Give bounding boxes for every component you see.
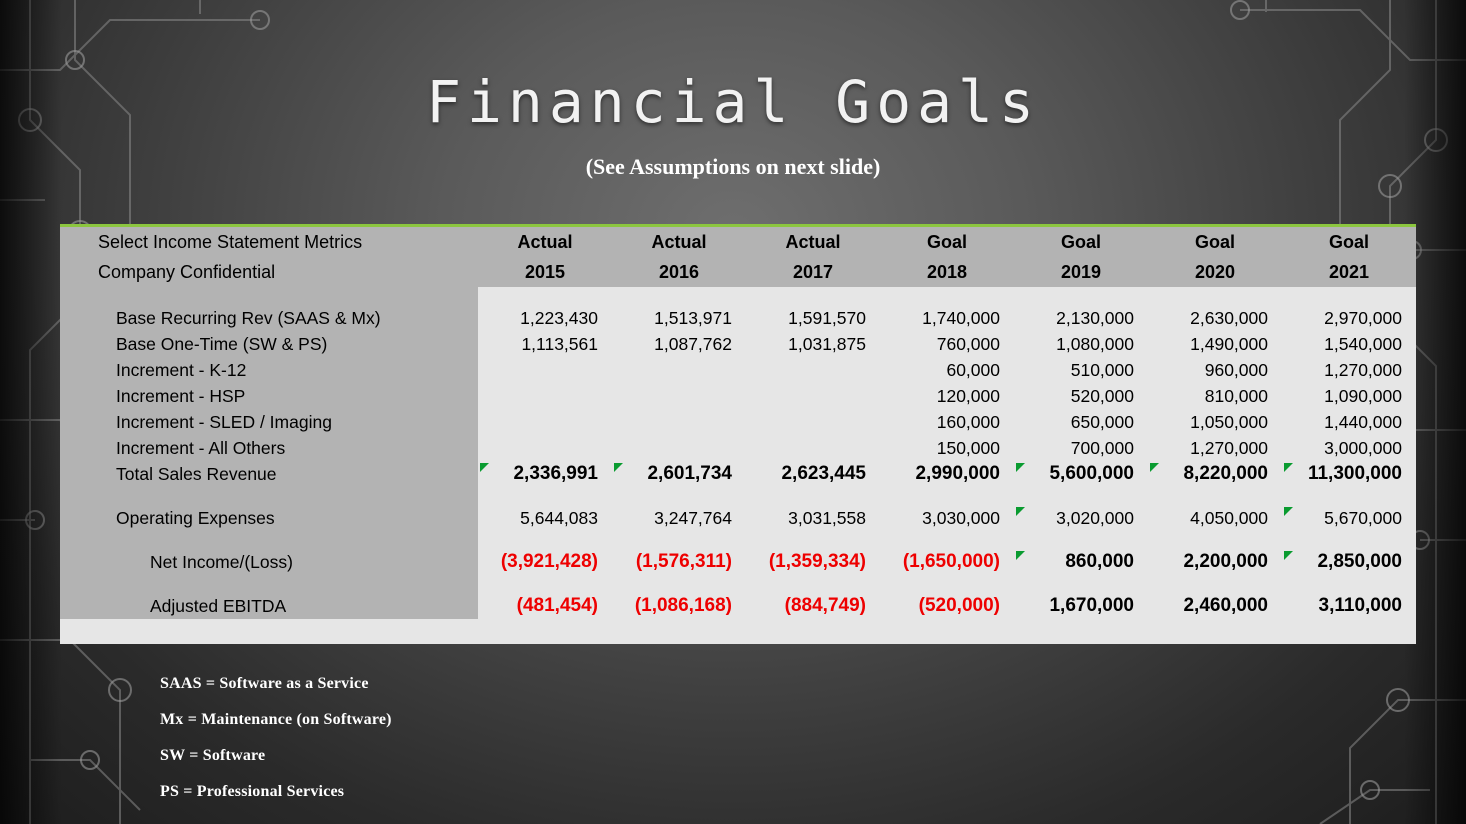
row-value <box>746 409 880 435</box>
row-value <box>478 383 612 409</box>
spacer-cell <box>612 575 746 593</box>
row-value: 1,223,430 <box>520 307 598 328</box>
row-label: Adjusted EBITDA <box>88 593 478 619</box>
table-header-row-2 <box>60 257 1416 287</box>
header-year-7: 2021 <box>1282 257 1416 287</box>
header-col-1: Actual <box>478 227 612 257</box>
row-value: 2,623,445 <box>781 463 866 484</box>
header-year-2: 2016 <box>612 257 746 287</box>
row-value: 60,000 <box>946 359 1000 380</box>
header-metrics-title: Select Income Statement Metrics <box>88 227 478 257</box>
row-label: Base One-Time (SW & PS) <box>88 331 478 357</box>
row-value: (3,921,428) <box>500 551 598 572</box>
spacer-cell <box>746 287 880 305</box>
header-year-4: 2018 <box>880 257 1014 287</box>
row-value: 1,087,762 <box>654 333 732 354</box>
row-label: Increment - K-12 <box>88 357 478 383</box>
row-value: 510,000 <box>1070 359 1134 380</box>
row-value <box>478 409 612 435</box>
header-col-7: Goal <box>1282 227 1416 257</box>
row-value: 1,031,875 <box>788 333 866 354</box>
spacer-cell <box>880 487 1014 505</box>
gutter-cell <box>60 227 88 257</box>
row-value <box>1014 505 1148 531</box>
smart-tag-flag-icon <box>480 463 489 472</box>
slide-subtitle: (See Assumptions on next slide) <box>585 154 881 179</box>
row-value: 1,670,000 <box>1049 595 1134 616</box>
spacer-cell <box>1282 287 1416 305</box>
smart-tag-flag-icon <box>1016 463 1025 472</box>
table-spacer-row <box>60 287 1416 305</box>
spacer-cell <box>1282 487 1416 505</box>
gutter-cell <box>60 357 88 383</box>
table-row-adjusted-ebitda <box>60 593 1416 619</box>
spacer-label <box>88 531 478 549</box>
header-year-1: 2015 <box>478 257 612 287</box>
table-spacer-row <box>60 575 1416 593</box>
legend-item-sw: SW = Software <box>160 747 266 764</box>
row-value <box>746 357 880 383</box>
row-value <box>612 409 746 435</box>
row-value: 1,740,000 <box>922 307 1000 328</box>
slide-title: Financial Goals <box>426 68 1040 136</box>
gutter-cell <box>60 287 88 305</box>
spacer-cell <box>478 287 612 305</box>
legend-item-mx: Mx = Maintenance (on Software) <box>160 711 392 728</box>
row-value <box>746 435 880 461</box>
row-value: 1,113,561 <box>521 333 598 354</box>
smart-tag-flag-icon <box>1284 507 1293 516</box>
gutter-cell <box>60 257 88 287</box>
gutter-cell <box>60 593 88 619</box>
abbreviation-legend <box>160 666 392 810</box>
row-value: 2,200,000 <box>1183 551 1268 572</box>
row-value: (1,359,334) <box>768 551 866 572</box>
table-row-net-income <box>60 549 1416 575</box>
row-value: 650,000 <box>1070 411 1134 432</box>
spacer-cell <box>746 531 880 549</box>
gutter-cell <box>60 505 88 531</box>
spacer-cell <box>746 575 880 593</box>
row-value: 3,110,000 <box>1318 595 1402 616</box>
spacer-label <box>88 287 478 305</box>
spacer-cell <box>1148 287 1282 305</box>
row-value: 1,090,000 <box>1324 385 1402 406</box>
row-label: Operating Expenses <box>88 505 478 531</box>
row-value: 1,591,570 <box>788 307 866 328</box>
row-label: Total Sales Revenue <box>88 461 478 487</box>
header-confidential-label: Company Confidential <box>88 257 478 287</box>
row-value: (1,576,311) <box>635 551 732 572</box>
row-label: Increment - All Others <box>88 435 478 461</box>
row-value: 520,000 <box>1070 385 1134 406</box>
smart-tag-flag-icon <box>1016 507 1025 516</box>
spacer-cell <box>746 487 880 505</box>
row-value: 160,000 <box>936 411 1000 432</box>
row-value-text: 2,336,991 <box>513 463 598 484</box>
row-value: 3,031,558 <box>788 507 866 528</box>
row-value: (1,086,168) <box>634 595 732 616</box>
row-value <box>1282 505 1416 531</box>
spacer-cell <box>1014 287 1148 305</box>
row-value <box>478 435 612 461</box>
spacer-cell <box>612 531 746 549</box>
smart-tag-flag-icon <box>1284 551 1293 560</box>
header-col-5: Goal <box>1014 227 1148 257</box>
gutter-cell <box>60 383 88 409</box>
spacer-cell <box>1014 487 1148 505</box>
table-row <box>60 435 1416 461</box>
row-label: Increment - SLED / Imaging <box>88 409 478 435</box>
table-row <box>60 409 1416 435</box>
row-value: 2,130,000 <box>1056 307 1134 328</box>
spacer-cell <box>1148 531 1282 549</box>
row-value: 1,513,971 <box>654 307 732 328</box>
table-spacer-row <box>60 531 1416 549</box>
smart-tag-flag-icon <box>1284 463 1293 472</box>
spacer-cell <box>478 531 612 549</box>
row-value <box>478 357 612 383</box>
row-value <box>612 383 746 409</box>
header-col-3: Actual <box>746 227 880 257</box>
gutter-cell <box>60 549 88 575</box>
spacer-cell <box>1148 575 1282 593</box>
spacer-cell <box>1282 531 1416 549</box>
row-value: 760,000 <box>936 333 1000 354</box>
row-value: 960,000 <box>1204 359 1268 380</box>
table-row <box>60 305 1416 331</box>
smart-tag-flag-icon <box>1016 551 1025 560</box>
gutter-cell <box>60 435 88 461</box>
row-value <box>1282 461 1416 487</box>
spacer-cell <box>880 575 1014 593</box>
row-value: 1,270,000 <box>1324 359 1402 380</box>
row-value: 1,440,000 <box>1324 411 1402 432</box>
spacer-cell <box>1282 575 1416 593</box>
spacer-cell <box>1014 531 1148 549</box>
row-value: 150,000 <box>936 437 1000 458</box>
row-value-text: 2,850,000 <box>1317 551 1402 572</box>
spacer-cell <box>478 575 612 593</box>
table-row <box>60 331 1416 357</box>
legend-item-ps: PS = Professional Services <box>160 783 345 800</box>
row-value <box>612 357 746 383</box>
row-value: 1,050,000 <box>1190 411 1268 432</box>
legend-item-saas: SAAS = Software as a Service <box>160 675 369 692</box>
table-row <box>60 383 1416 409</box>
gutter-cell <box>60 575 88 593</box>
table-row <box>60 357 1416 383</box>
row-label: Base Recurring Rev (SAAS & Mx) <box>88 305 478 331</box>
row-value: 120,000 <box>936 385 1000 406</box>
row-value <box>612 461 746 487</box>
row-value: (1,650,000) <box>902 551 1000 572</box>
row-value <box>1014 549 1148 575</box>
header-col-2: Actual <box>612 227 746 257</box>
spacer-label <box>88 487 478 505</box>
row-value: 700,000 <box>1070 437 1134 458</box>
gutter-cell <box>60 331 88 357</box>
row-value <box>1148 461 1282 487</box>
spacer-cell <box>612 487 746 505</box>
row-value <box>612 435 746 461</box>
header-col-4: Goal <box>880 227 1014 257</box>
row-value: 3,030,000 <box>922 507 1000 528</box>
row-value: 2,970,000 <box>1324 307 1402 328</box>
row-value: 2,990,000 <box>915 463 1000 484</box>
row-value: 2,630,000 <box>1190 307 1268 328</box>
row-value: 1,080,000 <box>1056 333 1134 354</box>
row-value-text: 860,000 <box>1065 551 1134 572</box>
smart-tag-flag-icon <box>1150 463 1159 472</box>
row-value: 1,270,000 <box>1190 437 1268 458</box>
gutter-cell <box>60 305 88 331</box>
gutter-cell <box>60 487 88 505</box>
row-value: 1,490,000 <box>1190 333 1268 354</box>
row-value <box>1282 549 1416 575</box>
table-spacer-row <box>60 487 1416 505</box>
row-value: (481,454) <box>516 595 598 616</box>
row-value: 3,247,764 <box>654 507 732 528</box>
row-value: 5,644,083 <box>520 507 598 528</box>
header-col-6: Goal <box>1148 227 1282 257</box>
row-value-text: 8,220,000 <box>1183 463 1268 484</box>
row-value: (520,000) <box>918 595 1000 616</box>
row-value: 1,540,000 <box>1324 333 1402 354</box>
row-value-text: 2,601,734 <box>647 463 732 484</box>
spacer-label <box>88 575 478 593</box>
spacer-cell <box>1014 575 1148 593</box>
header-year-3: 2017 <box>746 257 880 287</box>
row-value-text: 5,670,000 <box>1324 507 1402 528</box>
table-row-operating-expenses <box>60 505 1416 531</box>
header-year-6: 2020 <box>1148 257 1282 287</box>
gutter-cell <box>60 461 88 487</box>
row-value-text: 3,020,000 <box>1056 507 1134 528</box>
row-value: 4,050,000 <box>1190 507 1268 528</box>
header-year-5: 2019 <box>1014 257 1148 287</box>
row-value-text: 5,600,000 <box>1049 463 1134 484</box>
row-value <box>1014 461 1148 487</box>
spacer-cell <box>478 487 612 505</box>
table-row-total-sales-revenue <box>60 461 1416 487</box>
gutter-cell <box>60 409 88 435</box>
table-header-row-1 <box>60 227 1416 257</box>
row-value: 810,000 <box>1204 385 1268 406</box>
row-value: 2,460,000 <box>1183 595 1268 616</box>
row-value: (884,749) <box>784 595 866 616</box>
financial-table-container <box>60 224 1416 644</box>
row-value <box>478 461 612 487</box>
financial-table <box>60 227 1416 619</box>
row-label: Increment - HSP <box>88 383 478 409</box>
row-value <box>746 383 880 409</box>
spacer-cell <box>880 531 1014 549</box>
spacer-cell <box>880 287 1014 305</box>
gutter-cell <box>60 531 88 549</box>
smart-tag-flag-icon <box>614 463 623 472</box>
row-value: 3,000,000 <box>1324 437 1402 458</box>
row-label: Net Income/(Loss) <box>88 549 478 575</box>
row-value-text: 11,300,000 <box>1307 463 1402 484</box>
spacer-cell <box>1148 487 1282 505</box>
spacer-cell <box>612 287 746 305</box>
